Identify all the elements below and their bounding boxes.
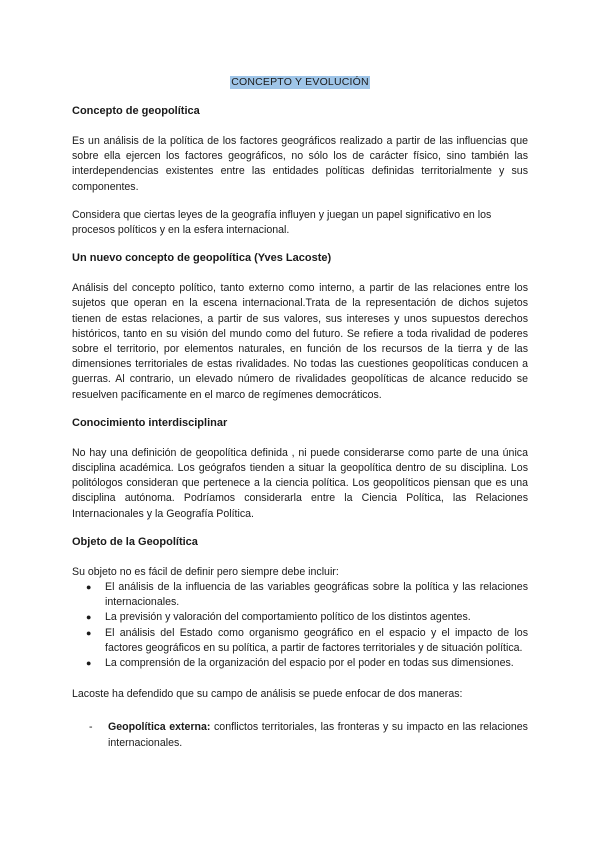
paragraph-objeto-intro: Su objeto no es fácil de definir pero siempre debe incluir: <box>72 565 339 578</box>
bullet-item: ● La previsión y valoración del comportamiento político de los distintos agentes. <box>105 610 528 625</box>
bullet-icon: ● <box>86 658 92 669</box>
paragraph-lacoste-intro: Lacoste ha defendido que su campo de análisis se puede enfocar de dos maneras: <box>72 688 463 701</box>
dash-icon: - <box>89 721 93 734</box>
bullet-icon: ● <box>86 582 92 593</box>
heading-objeto: Objeto de la Geopolítica <box>72 535 198 548</box>
document-title: CONCEPTO Y EVOLUCIÓN <box>231 76 369 88</box>
heading-concepto: Concepto de geopolítica <box>72 105 200 117</box>
dash-item <box>89 720 528 750</box>
bullet-item: ● El análisis del Estado como organismo geográfico en el espacio y el impacto de los factores geográficos en su política, a partir de factores territoriales y de situación política. <box>86 626 528 654</box>
paragraph-concepto-2: Considera que ciertas leyes de la geografía influyen y juegan un papel significativo en los procesos políticos y en la esfera internacional. <box>72 208 492 237</box>
bullet-item: ● La comprensión de la organización del espacio por el poder en todas sus dimensiones. <box>105 656 528 671</box>
dash-item-text: conflictos territoriales, las fronteras y su impacto en las relaciones internacionales. <box>108 721 528 749</box>
paragraph-nuevo-concepto: Análisis del concepto político, tanto externo como interno, a partir de las relaciones entre los sujetos que operan en la escena internacional.Trata de la representación de dichos sujetos tienen de estas relaciones, a partir de sus valores, sus intereses y unos supuestos derechos históricos, tanto en su visión del mundo como del futuro. Se refiere a toda rivalidad de poderes sobre el territorio, por elementos naturales, en función de los recursos de la tierra y de las dimensiones territoriales de estas rivalidades. No todas las cuestiones geopolíticas conducen a guerras. Al contrario, un elevado número de rivalidades geopolíticas de alcance reducido se resuelven pacíficamente en el marco de regímenes democráticos. <box>72 282 528 401</box>
heading-interdisciplinar: Conocimiento interdisciplinar <box>72 416 228 429</box>
heading-nuevo-concepto: Un nuevo concepto de geopolítica (Yves Lacoste) <box>72 252 332 265</box>
lacoste-dash-list <box>72 720 528 750</box>
bullet-item: ● El análisis de la influencia de las variables geográficas sobre la política y las relaciones internacionales. <box>86 581 528 609</box>
dash-item-term: Geopolítica externa: <box>108 721 211 734</box>
paragraph-concepto-1: Es un análisis de la política de los factores geográficos realizado a partir de las influencias que sobre ella ejercen los factores geográficos, no sólo los de carácter físico, sino también las interdependencias existentes entre las entidades políticas definidas territorialmente y sus componentes. <box>72 135 528 193</box>
bullet-icon: ● <box>86 612 92 623</box>
objeto-bullet-list <box>72 580 528 671</box>
title-wrap <box>72 72 528 90</box>
bullet-icon: ● <box>86 627 92 638</box>
paragraph-interdisciplinar: No hay una definición de geopolítica definida , ni puede considerarse como parte de una única disciplina académica. Los geógrafos tienden a situar la geopolítica dentro de su disciplina. Los politólogos consideran que pertenece a la ciencia política. Los geopolíticos piensan que es una disciplina autónoma. Podríamos considerarla entre la Ciencia Política, las Relaciones Internacionales y la Geografía Política. <box>72 446 528 520</box>
